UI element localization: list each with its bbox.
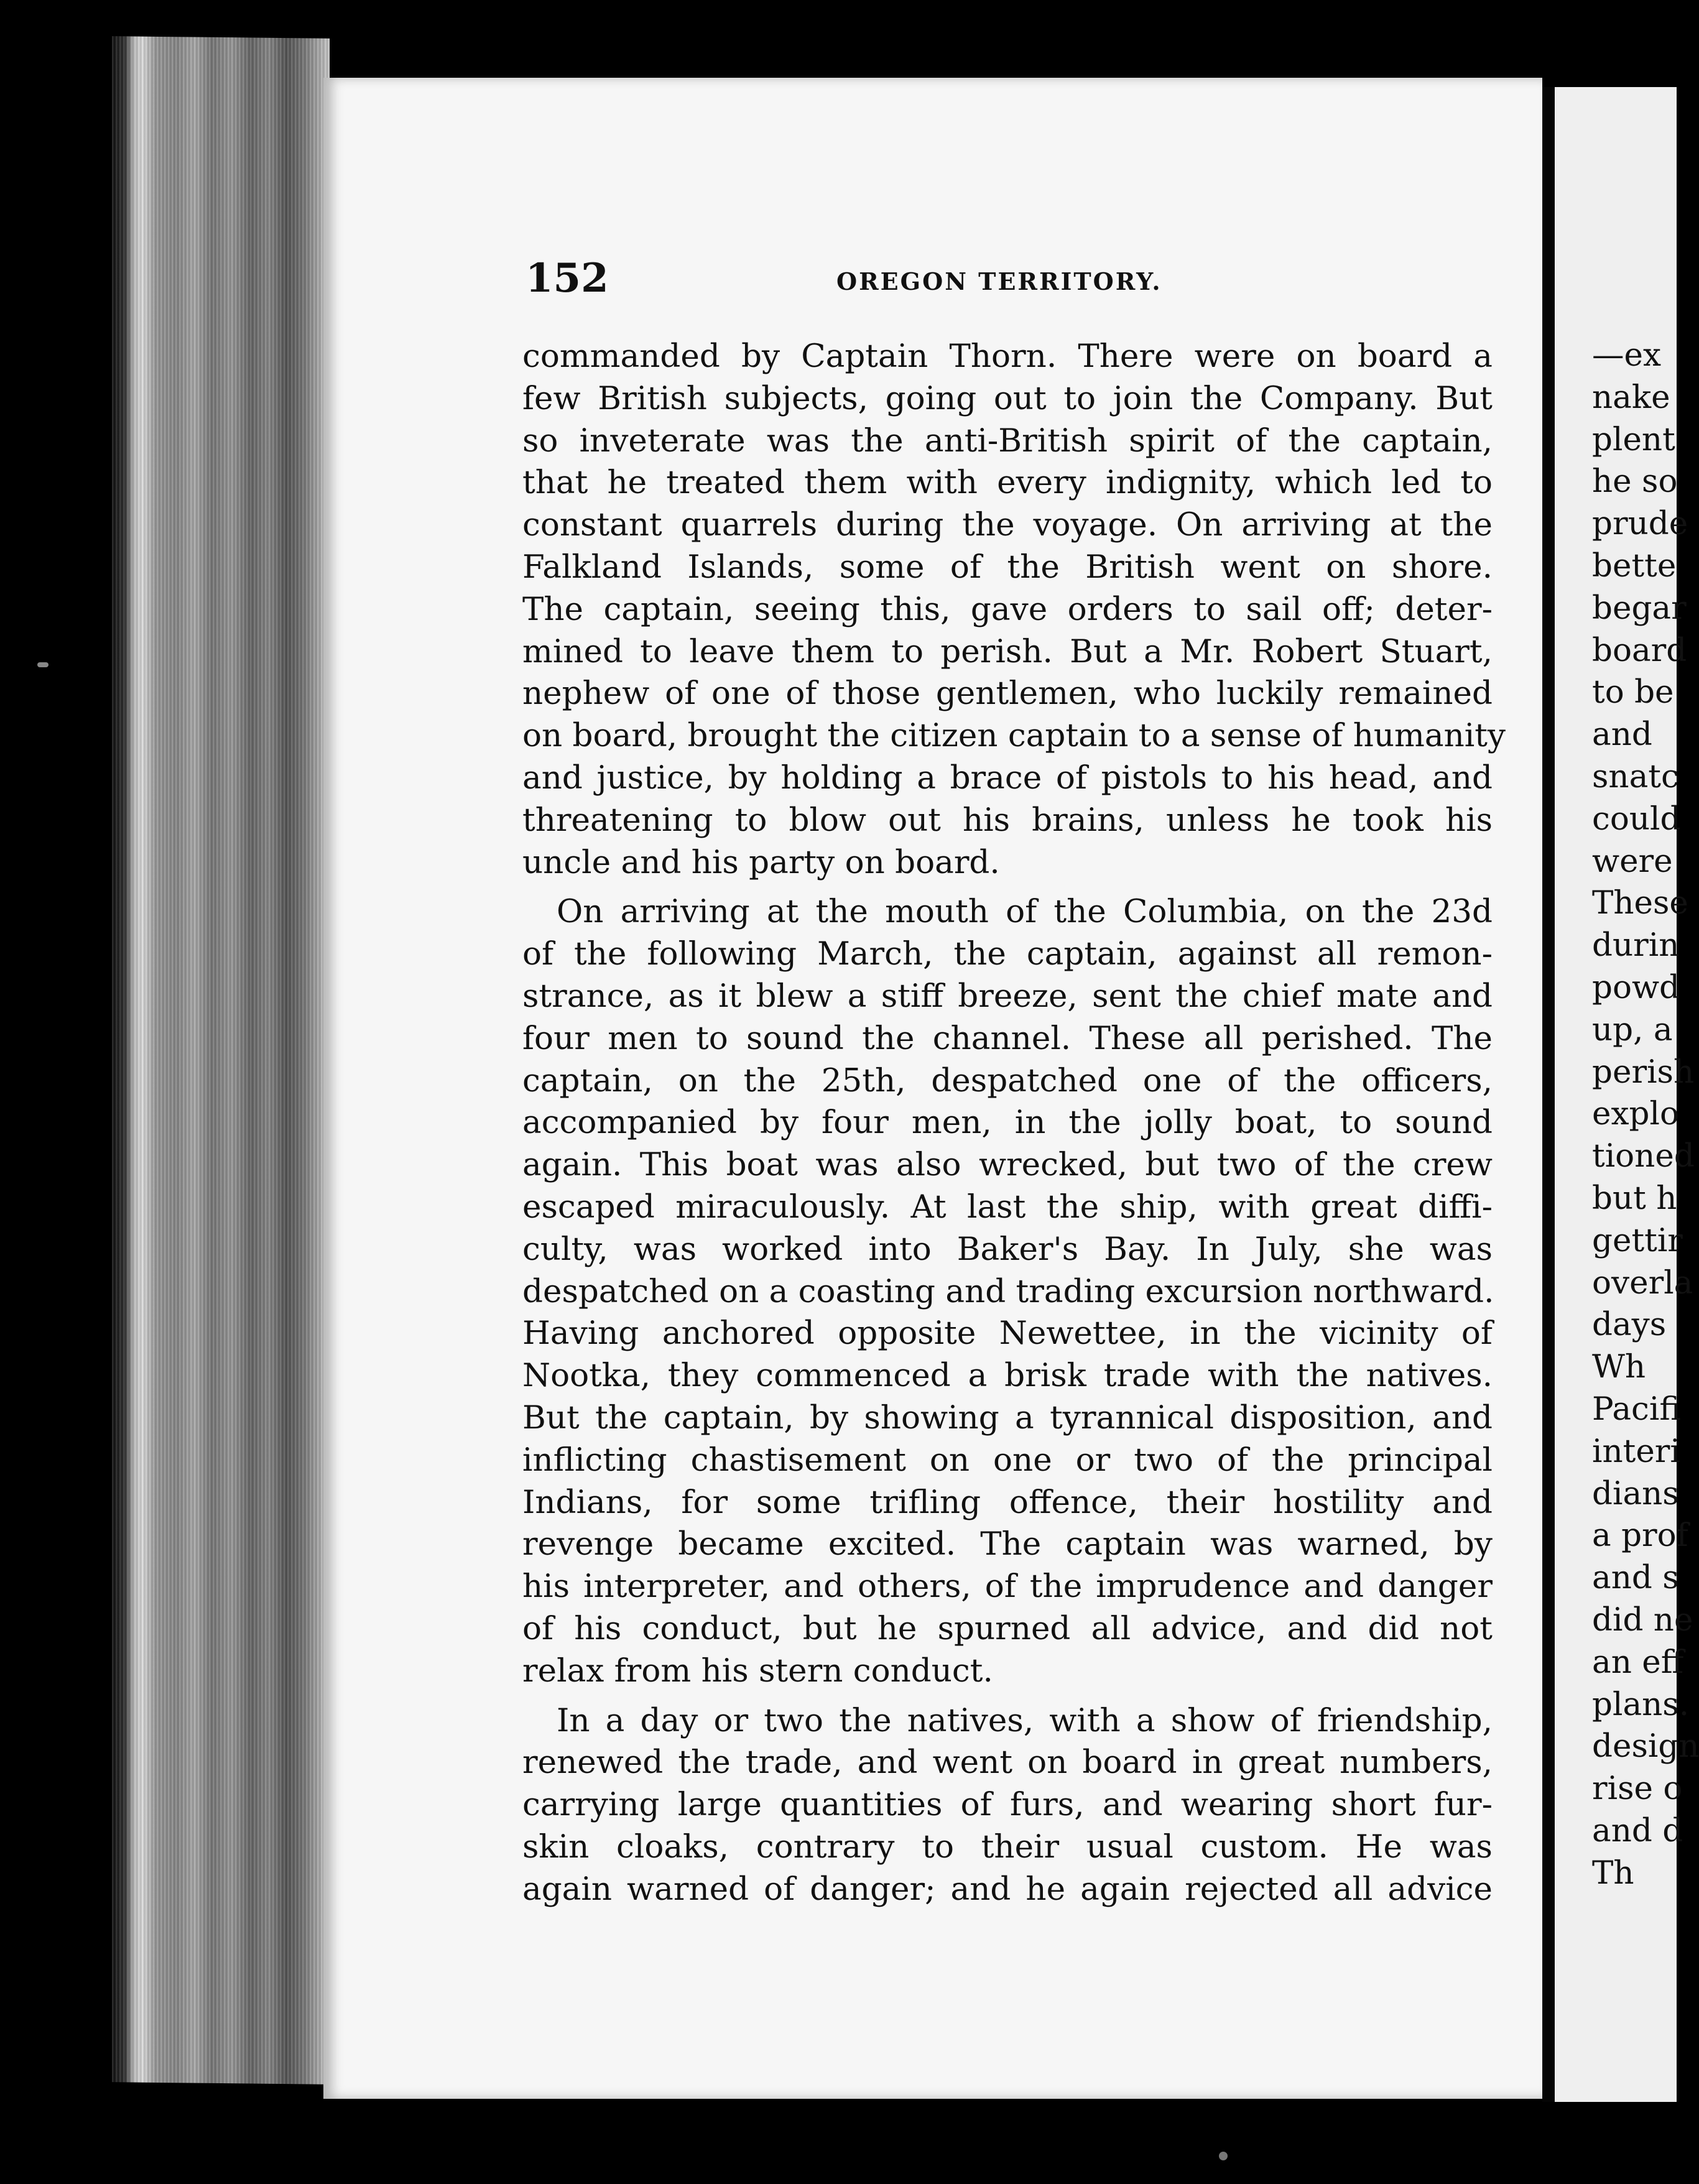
opposite-text-line: durin: [1592, 927, 1680, 965]
opposite-text-line: nake: [1592, 378, 1670, 416]
opposite-text-line: and d: [1592, 1812, 1683, 1849]
opposite-text-line: a prof: [1592, 1517, 1688, 1555]
text-line: In a day or two the natives, with a show of friendship,: [557, 1701, 1493, 1739]
opposite-text-line: an eff: [1592, 1643, 1684, 1681]
opposite-text-line: days: [1592, 1306, 1667, 1344]
text-line: four men to sound the channel. These all perished. The: [522, 1019, 1493, 1057]
text-line: few British subjects, going out to join the Company. But: [522, 379, 1493, 417]
text-line: and justice, by holding a brace of pistols to his head, and: [522, 759, 1493, 797]
opposite-text-line: plent: [1592, 420, 1675, 458]
text-line: so inveterate was the anti-British spirit of the captain,: [522, 422, 1493, 460]
text-line: constant quarrels during the voyage. On arriving at the: [522, 506, 1493, 544]
opposite-text-line: Th: [1592, 1854, 1634, 1892]
text-line: Indians, for some trifling offence, their hostility and: [522, 1483, 1493, 1521]
opposite-text-line: tioned: [1592, 1137, 1695, 1175]
text-line: threatening to blow out his brains, unless he took his: [522, 801, 1493, 839]
text-line: The captain, seeing this, gave orders to sail off; deter-: [522, 590, 1493, 628]
text-line: commanded by Captain Thorn. There were on board a: [522, 338, 1493, 375]
scan-speck: [1219, 2152, 1228, 2160]
opposite-page: [1555, 87, 1699, 2102]
text-line: of the following March, the captain, against all remon-: [522, 935, 1493, 973]
text-line: renewed the trade, and went on board in great numbers,: [522, 1744, 1493, 1782]
opposite-page-text: [1555, 335, 1699, 1894]
opposite-text-line: but h: [1592, 1179, 1677, 1217]
opposite-text-line: perish: [1592, 1053, 1695, 1091]
opposite-text-line: explo: [1592, 1095, 1679, 1133]
text-line: nephew of one of those gentlemen, who luckily remained: [522, 675, 1493, 713]
scan-speck: [37, 662, 49, 667]
opposite-text-line: Pacifi: [1592, 1390, 1681, 1428]
opposite-text-line: design: [1592, 1728, 1699, 1765]
running-title: OREGON TERRITORY.: [836, 267, 1162, 295]
text-line: that he treated them with every indignity, which led to: [522, 464, 1493, 502]
text-line: On arriving at the mouth of the Columbia, on the 23d: [557, 893, 1493, 931]
text-line: of his conduct, but he spurned all advice, and did not: [522, 1609, 1493, 1647]
opposite-text-line: interi: [1592, 1432, 1680, 1470]
opposite-text-line: he so: [1592, 463, 1678, 501]
opposite-text-line: bette: [1592, 547, 1677, 585]
opposite-text-line: could: [1592, 800, 1681, 838]
opposite-text-line: plans.: [1592, 1685, 1690, 1723]
opposite-text-line: did ne: [1592, 1601, 1693, 1639]
paragraph-gap: [522, 884, 1493, 891]
text-line: again. This boat was also wrecked, but two of the crew: [522, 1146, 1493, 1184]
opposite-text-line: rise o: [1592, 1770, 1683, 1808]
paragraph-gap: [522, 1693, 1493, 1700]
text-line: uncle and his party on board.: [522, 843, 1000, 881]
opposite-text-line: powd: [1592, 968, 1680, 1006]
opposite-text-line: dians: [1592, 1474, 1679, 1512]
opposite-text-line: Wh: [1592, 1348, 1646, 1386]
text-line: carrying large quantities of furs, and wearing short fur-: [522, 1786, 1493, 1824]
text-line: Having anchored opposite Newettee, in the vicinity of: [522, 1315, 1493, 1353]
text-line: But the captain, by showing a tyrannical disposition, and: [522, 1399, 1493, 1437]
book-page-edge: [112, 36, 330, 2085]
text-line: accompanied by four men, in the jolly boat, to sound: [522, 1104, 1493, 1142]
opposite-text-line: to be: [1592, 673, 1674, 711]
text-line: on board, brought the citizen captain to a sense of humanity: [522, 717, 1506, 755]
opposite-text-line: and s: [1592, 1559, 1679, 1597]
body-text: [522, 336, 1506, 1910]
text-line: relax from his stern conduct.: [522, 1652, 993, 1690]
opposite-text-line: board: [1592, 631, 1687, 669]
text-line: despatched on a coasting and trading excursion northward.: [522, 1272, 1494, 1310]
text-line: skin cloaks, contrary to their usual custom. He was: [522, 1828, 1493, 1866]
opposite-text-line: and: [1592, 716, 1652, 754]
opposite-text-line: up, a: [1592, 1011, 1673, 1048]
text-line: mined to leave them to perish. But a Mr. Robert Stuart,: [522, 632, 1493, 670]
opposite-text-line: These: [1592, 884, 1688, 922]
text-line: captain, on the 25th, despatched one of the officers,: [522, 1062, 1493, 1099]
opposite-text-line: prude: [1592, 505, 1688, 543]
opposite-text-line: overla: [1592, 1264, 1693, 1302]
text-line: escaped miraculously. At last the ship, with great diffi-: [522, 1188, 1493, 1226]
text-line: strance, as it blew a stiff breeze, sent the chief mate and: [522, 977, 1493, 1015]
text-line: revenge became excited. The captain was warned, by: [522, 1525, 1493, 1563]
book-page: [323, 78, 1542, 2099]
page-header: [525, 255, 1483, 317]
opposite-text-line: —ex: [1592, 336, 1662, 374]
text-line: inflicting chastisement on one or two of the principal: [522, 1441, 1493, 1479]
opposite-text-line: snatc: [1592, 757, 1679, 795]
text-line: again warned of danger; and he again rejected all advice: [522, 1870, 1493, 1908]
text-line: his interpreter, and others, of the imprudence and danger: [522, 1568, 1493, 1606]
text-line: Falkland Islands, some of the British went on shore.: [522, 548, 1493, 586]
opposite-text-line: were: [1592, 842, 1673, 880]
text-line: culty, was worked into Baker's Bay. In July, she was: [522, 1230, 1493, 1268]
text-line: Nootka, they commenced a brisk trade with the natives.: [522, 1357, 1493, 1395]
page-number: 152: [525, 255, 609, 302]
opposite-text-line: begar: [1592, 589, 1687, 627]
opposite-text-line: gettir: [1592, 1221, 1683, 1259]
